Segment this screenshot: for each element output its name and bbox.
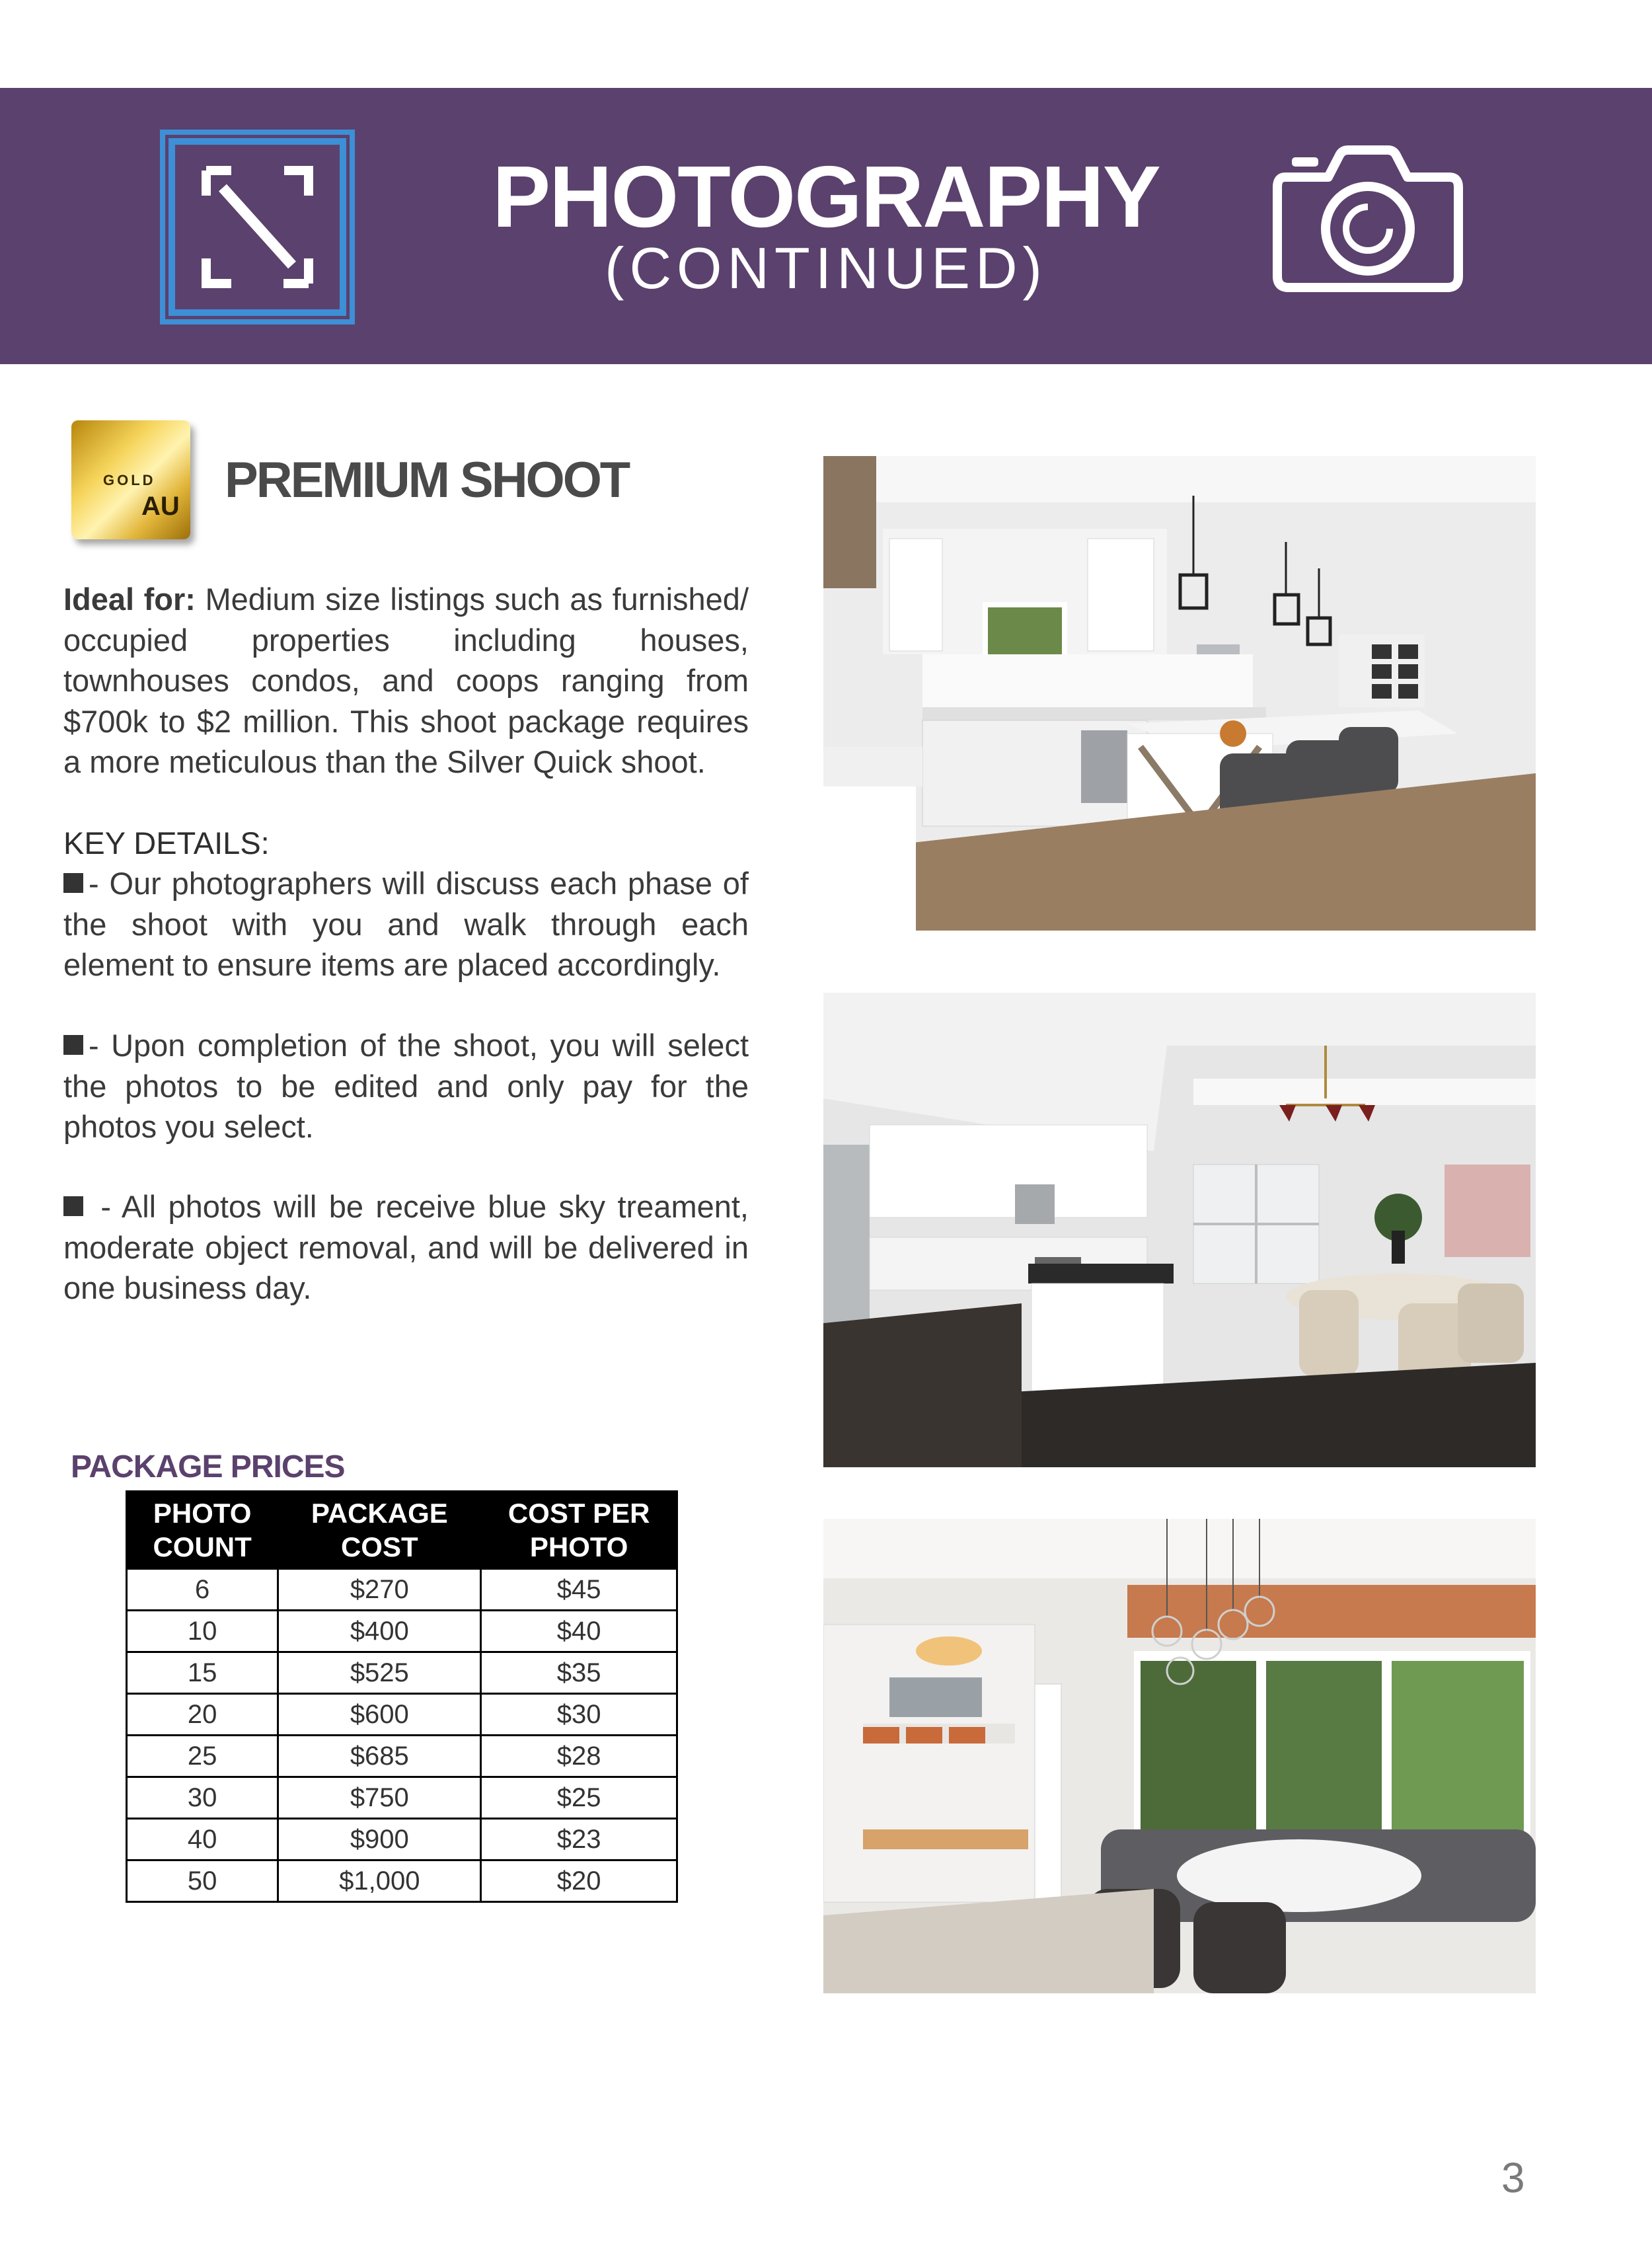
gold-badge: [71, 420, 190, 539]
cost-per-photo-cell: $25: [481, 1777, 677, 1819]
photo-count-cell: 20: [127, 1694, 278, 1736]
table-row: [127, 1611, 677, 1652]
detail-item: [63, 863, 749, 985]
package-cost-cell: $685: [278, 1736, 481, 1777]
header-photo-count: PHOTO COUNT: [127, 1492, 278, 1569]
package-cost-cell: $400: [278, 1611, 481, 1652]
bullet-square-icon: [63, 1196, 83, 1216]
package-cost-cell: $270: [278, 1569, 481, 1611]
bullet-square-icon: [63, 1035, 83, 1055]
cost-per-photo-cell: $40: [481, 1611, 677, 1652]
camera-icon: [1272, 141, 1464, 296]
photo-count-cell: 30: [127, 1777, 278, 1819]
table-row: [127, 1569, 677, 1611]
price-table: [126, 1490, 678, 1903]
photo-count-cell: 6: [127, 1569, 278, 1611]
table-row: [127, 1694, 677, 1736]
cost-per-photo-cell: $28: [481, 1736, 677, 1777]
package-cost-cell: $750: [278, 1777, 481, 1819]
cost-per-photo-cell: $20: [481, 1860, 677, 1902]
cost-per-photo-cell: $35: [481, 1652, 677, 1694]
photo-count-cell: 40: [127, 1819, 278, 1860]
kitchen-photo: [823, 456, 1536, 931]
price-table-header: [127, 1492, 677, 1569]
header-cost-per-photo: COST PER PHOTO: [481, 1492, 677, 1569]
table-row: [127, 1777, 677, 1819]
package-cost-cell: $1,000: [278, 1860, 481, 1902]
cost-per-photo-cell: $45: [481, 1569, 677, 1611]
package-cost-cell: $900: [278, 1819, 481, 1860]
page-title: PHOTOGRAPHY: [492, 148, 1160, 245]
package-cost-cell: $525: [278, 1652, 481, 1694]
bullet-square-icon: [63, 873, 83, 893]
breakfast-nook-photo: [823, 1519, 1536, 1993]
ideal-for-label: Ideal for:: [63, 582, 196, 617]
photo-count-cell: 25: [127, 1736, 278, 1777]
detail-text: - All photos will be receive blue sky treament, moderate object removal, and will be delivered in one business day.: [63, 1189, 749, 1305]
photo-count-cell: 10: [127, 1611, 278, 1652]
detail-text: - Our photographers will discuss each phase of the shoot with you and walk through each element to ensure items are placed accordingly.: [63, 866, 749, 982]
photo-count-cell: 50: [127, 1860, 278, 1902]
badge-label: GOLD: [103, 472, 156, 488]
header-package-cost: PACKAGE COST: [278, 1492, 481, 1569]
ideal-for-text: Medium size listings such as furnished/ occupied properties including houses, townhouses condos, and coops ranging from $700k to $2 million. This shoot package requires a more meticulous than the Silver Quick shoot.: [63, 582, 749, 779]
cost-per-photo-cell: $30: [481, 1694, 677, 1736]
page-number: 3: [1501, 2154, 1525, 2202]
package-prices-title: PACKAGE PRICES: [71, 1449, 345, 1484]
kitchen-dining-photo: [823, 993, 1536, 1467]
table-row: [127, 1819, 677, 1860]
photo-count-cell: 15: [127, 1652, 278, 1694]
detail-item: [63, 1025, 749, 1147]
key-details-heading: KEY DETAILS:: [63, 825, 270, 861]
badge-symbol: AU: [141, 492, 180, 521]
page-subtitle: (CONTINUED): [605, 235, 1047, 301]
detail-item: [63, 1186, 749, 1309]
table-row: [127, 1736, 677, 1777]
section-title: PREMIUM SHOOT: [225, 452, 629, 508]
ideal-for-paragraph: [63, 579, 749, 783]
cost-per-photo-cell: $23: [481, 1819, 677, 1860]
table-row: [127, 1652, 677, 1694]
table-row: [127, 1860, 677, 1902]
package-cost-cell: $600: [278, 1694, 481, 1736]
detail-text: - Upon completion of the shoot, you will select the photos to be edited and only pay for the photos you select.: [63, 1028, 749, 1144]
